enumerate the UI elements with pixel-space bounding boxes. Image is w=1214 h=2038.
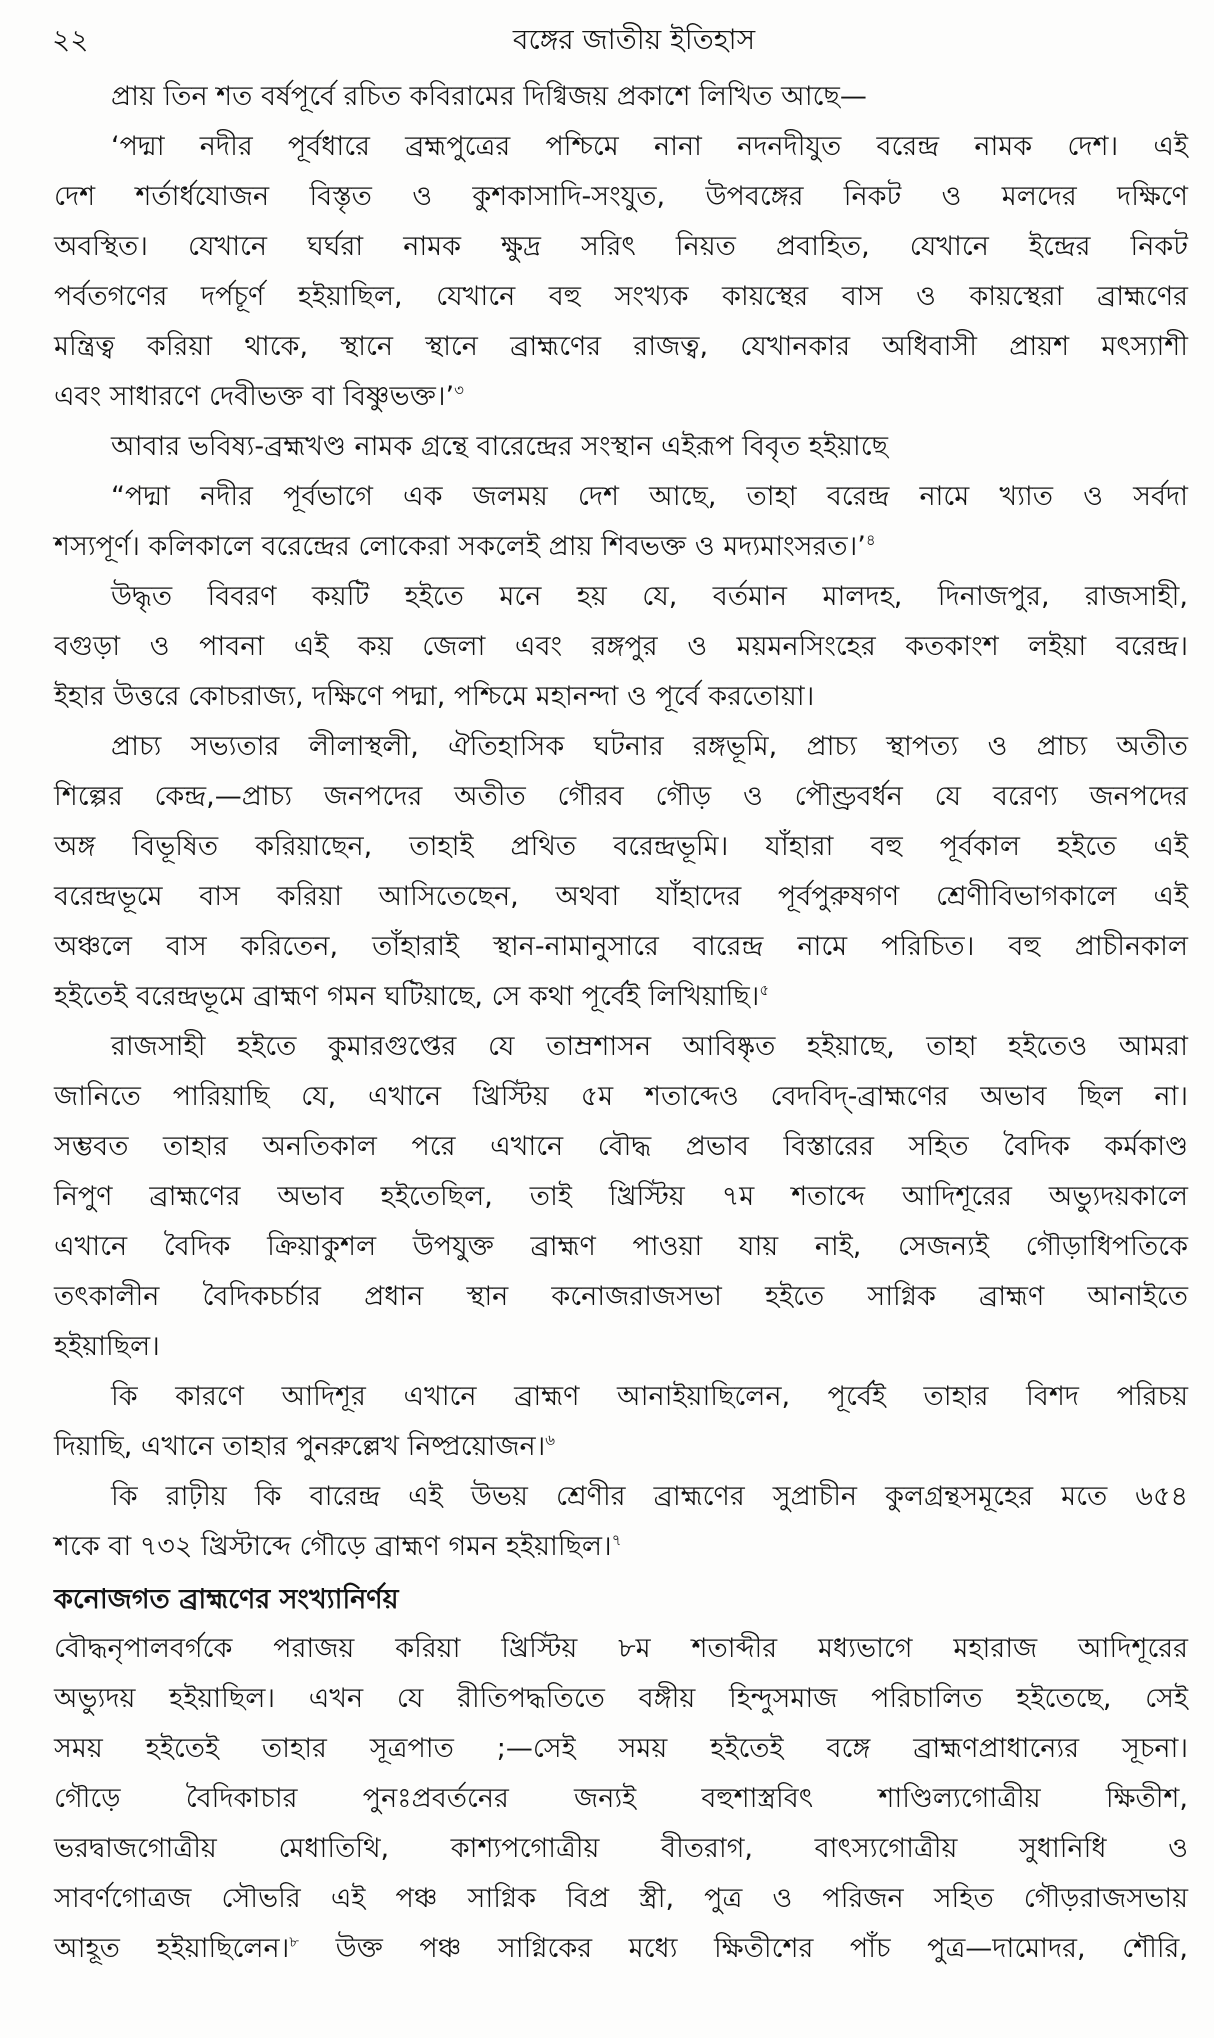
text-run: বগুড়া ও পাবনা এই কয় জেলা এবং রঙ্গপুর ও ময়মনসিংহের কতকাংশ লইয়া বরেন্দ্র। (54, 631, 1188, 662)
text-run: দেশ শর্তার্ধযোজন বিস্তৃত ও কুশকাসাদি-সংযুত, উপবঙ্গের নিকট ও মলদের দক্ষিণে (54, 181, 1188, 212)
footnote-marker[interactable]: ৪ (865, 531, 876, 549)
text-run: প্রাচ্য সভ্যতার লীলাস্থলী, ঐতিহাসিক ঘটনার রঙ্গভূমি, প্রাচ্য স্থাপত্য ও প্রাচ্য অতীত (111, 731, 1188, 762)
running-header (52, 18, 1186, 62)
text-line (54, 972, 1188, 1022)
text-line (54, 922, 1188, 972)
text-line (54, 1372, 1188, 1422)
footnote-marker[interactable]: ৫ (759, 981, 770, 999)
paragraph (54, 1372, 1188, 1472)
section-heading: কনোজগত ব্রাহ্মণের সংখ্যানির্ণয় (54, 1584, 399, 1615)
footnote-marker[interactable]: ৩ (454, 381, 464, 399)
text-run: শস্যপূর্ণ। কলিকালে বরেন্দ্রের লোকেরা সকলেই প্রায় শিবভক্ত ও মদ্যমাংসরত।’ (54, 531, 866, 562)
page-number: ২২ (52, 23, 89, 56)
text-run: উক্ত পঞ্চ সাগ্নিকের মধ্যে ক্ষিতীশের পাঁচ পুত্র—দামোদর, শৌরি, (299, 1933, 1188, 1964)
text-line (54, 122, 1188, 172)
text-run: অবস্থিত। যেখানে ঘর্ঘরা নামক ক্ষুদ্র সরিৎ নিয়ত প্রবাহিত, যেখানে ইন্দ্রের নিকট (54, 231, 1188, 262)
text-run: ‘পদ্মা নদীর পূর্বধারে ব্রহ্মপুত্রের পশ্চিমে নানা নদনদীযুত বরেন্দ্র নামক দেশ। এই (111, 131, 1188, 162)
text-run: এবং সাধারণে দেবীভক্ত বা বিষ্ণুভক্ত।’ (54, 381, 455, 412)
text-line (54, 572, 1188, 622)
text-line (54, 1072, 1188, 1122)
text-run: গৌড়ে বৈদিকাচার পুনঃপ্রবর্তনের জন্যই বহুশাস্ত্রবিৎ শাণ্ডিল্যগোত্রীয় ক্ষিতীশ, (54, 1783, 1188, 1814)
text-line (54, 1924, 1188, 1974)
text-run: হইতেই বরেন্দ্রভূমে ব্রাহ্মণ গমন ঘটিয়াছে, সে কথা পূর্বেই লিখিয়াছি। (54, 981, 760, 1012)
paragraph (54, 472, 1188, 572)
text-run: তৎকালীন বৈদিকচর্চার প্রধান স্থান কনোজরাজসভা হইতে সাগ্নিক ব্রাহ্মণ আনাইতে (54, 1281, 1188, 1312)
text-line (54, 1422, 1188, 1472)
text-run: শকে বা ৭৩২ খ্রিস্টাব্দে গৌড়ে ব্রাহ্মণ গমন হইয়াছিল। (54, 1531, 612, 1562)
text-run: সময় হইতেই তাহার সূত্রপাত ;—সেই সময় হইতেই বঙ্গে ব্রাহ্মণপ্রাধান্যের সূচনা। (54, 1733, 1188, 1764)
text-run: এখানে বৈদিক ক্রিয়াকুশল উপযুক্ত ব্রাহ্মণ পাওয়া যায় নাই, সেজন্যই গৌড়াধিপতিকে (54, 1231, 1188, 1262)
text-run: বরেন্দ্রভূমে বাস করিয়া আসিতেছেন, অথবা যাঁহাদের পূর্বপুরুষগণ শ্রেণীবিভাগকালে এই (54, 881, 1188, 912)
paragraph (54, 422, 1188, 472)
text-line (54, 1222, 1188, 1272)
text-line (54, 1172, 1188, 1222)
text-run: সম্ভবত তাহার অনতিকাল পরে এখানে বৌদ্ধ প্রভাব বিস্তারের সহিত বৈদিক কর্মকাণ্ড (54, 1131, 1188, 1162)
text-run: আহূত হইয়াছিলেন। (54, 1933, 290, 1964)
text-run: অভ্যুদয় হইয়াছিল। এখন যে রীতিপদ্ধতিতে বঙ্গীয় হিন্দুসমাজ পরিচালিত হইতেছে, সেই (54, 1683, 1188, 1714)
text-line (54, 1322, 1188, 1372)
text-line (54, 1874, 1188, 1924)
text-run: জানিতে পারিয়াছি যে, এখানে খ্রিস্টিয় ৫ম শতাব্দেও বেদবিদ্‌-ব্রাহ্মণের অভাব ছিল না। (54, 1081, 1188, 1112)
text-run: নিপুণ ব্রাহ্মণের অভাব হইতেছিল, তাই খ্রিস্টিয় ৭ম শতাব্দে আদিশূরের অভ্যুদয়কালে (54, 1181, 1188, 1212)
text-run: অঙ্গ বিভূষিত করিয়াছেন, তাহাই প্রথিত বরেন্দ্রভূমি। যাঁহারা বহু পূর্বকাল হইতে এই (54, 831, 1188, 862)
text-line (54, 522, 1188, 572)
text-line (54, 1824, 1188, 1874)
text-line (54, 72, 1188, 122)
text-run: উদ্ধৃত বিবরণ কয়টি হইতে মনে হয় যে, বর্তমান মালদহ, দিনাজপুর, রাজসাহী, (111, 581, 1188, 612)
text-line (54, 722, 1188, 772)
text-line (54, 672, 1188, 722)
text-line (54, 622, 1188, 672)
text-line (54, 422, 1188, 472)
text-line (54, 872, 1188, 922)
footnote-marker[interactable]: ৬ (545, 1431, 556, 1449)
text-run: মন্ত্রিত্ব করিয়া থাকে, স্থানে স্থানে ব্রাহ্মণের রাজত্ব, যেখানকার অধিবাসী প্রায়শ মৎস্যাশী (54, 331, 1188, 362)
text-run: অঞ্চলে বাস করিতেন, তাঁহারাই স্থান-নামানুসারে বারেন্দ্র নামে পরিচিত। বহু প্রাচীনকাল (54, 931, 1188, 962)
paragraph (54, 1022, 1188, 1372)
text-line (54, 1122, 1188, 1172)
text-run: শিল্পের কেন্দ্র,—প্রাচ্য জনপদের অতীত গৌরব গৌড় ও পৌণ্ড্রবর্ধন যে বরেণ্য জনপদের (54, 781, 1188, 812)
text-line (54, 1522, 1188, 1572)
paragraph (54, 722, 1188, 1022)
text-line (54, 1674, 1188, 1724)
paragraph (54, 1472, 1188, 1572)
text-run: হইয়াছিল। (54, 1331, 160, 1362)
text-line (54, 1022, 1188, 1072)
footnote-marker[interactable]: ৭ (611, 1531, 622, 1549)
text-line (54, 322, 1188, 372)
running-title: বঙ্গের জাতীয় ইতিহাস (512, 23, 756, 56)
paragraph (54, 122, 1188, 422)
text-line (54, 1724, 1188, 1774)
text-run: আবার ভবিষ্য-ব্রহ্মখণ্ড নামক গ্রন্থে বারেন্দ্রের সংস্থান এইরূপ বিবৃত হইয়াছে (111, 431, 888, 462)
text-line (54, 822, 1188, 872)
text-run: পর্বতগণের দর্পচূর্ণ হইয়াছিল, যেখানে বহু সংখ্যক কায়স্থের বাস ও কায়স্থেরা ব্রাহ্মণের (54, 281, 1188, 312)
text-line (54, 172, 1188, 222)
text-run: “পদ্মা নদীর পূর্বভাগে এক জলময় দেশ আছে, তাহা বরেন্দ্র নামে খ্যাত ও সর্বদা (111, 481, 1188, 512)
text-line (54, 1774, 1188, 1824)
text-run: দিয়াছি, এখানে তাহার পুনরুল্লেখ নিষ্প্রয়োজন। (54, 1431, 546, 1462)
text-run: প্রায় তিন শত বর্ষপূর্বে রচিত কবিরামের দিগ্বিজয় প্রকাশে লিখিত আছে— (111, 81, 867, 112)
text-line (54, 1624, 1188, 1674)
paragraph (54, 72, 1188, 122)
paragraph (54, 1624, 1188, 1974)
text-line (54, 222, 1188, 272)
text-run: ইহার উত্তরে কোচরাজ্য, দক্ষিণে পদ্মা, পশ্চিমে মহানন্দা ও পূর্বে করতোয়া। (54, 681, 815, 712)
text-run: সাবর্ণগোত্রজ সৌভরি এই পঞ্চ সাগ্নিক বিপ্র স্ত্রী, পুত্র ও পরিজন সহিত গৌড়রাজসভায় (54, 1883, 1188, 1914)
text-line (54, 472, 1188, 522)
text-run: কি কারণে আদিশূর এখানে ব্রাহ্মণ আনাইয়াছিলেন, পূর্বেই তাহার বিশদ পরিচয় (111, 1381, 1188, 1412)
text-line (54, 772, 1188, 822)
page-body (54, 72, 1188, 1974)
text-run: রাজসাহী হইতে কুমারগুপ্তের যে তাম্রশাসন আবিষ্কৃত হইয়াছে, তাহা হইতেও আমরা (111, 1031, 1188, 1062)
text-line (54, 372, 1188, 422)
text-line (54, 1272, 1188, 1322)
footnote-marker[interactable]: ৮ (289, 1933, 300, 1951)
text-run: বৌদ্ধনৃপালবর্গকে পরাজয় করিয়া খ্রিস্টিয় ৮ম শতাব্দীর মধ্যভাগে মহারাজ আদিশূরের (54, 1633, 1188, 1664)
paragraph (54, 572, 1188, 722)
text-run: ভরদ্বাজগোত্রীয় মেধাতিথি, কাশ্যপগোত্রীয় বীতরাগ, বাৎস্যগোত্রীয় সুধানিধি ও (54, 1833, 1188, 1864)
text-line (54, 272, 1188, 322)
text-line (54, 1472, 1188, 1522)
text-run: কি রাঢ়ীয় কি বারেন্দ্র এই উভয় শ্রেণীর ব্রাহ্মণের সুপ্রাচীন কুলগ্রন্থসমূহের মতে ৬৫৪ (111, 1481, 1188, 1512)
